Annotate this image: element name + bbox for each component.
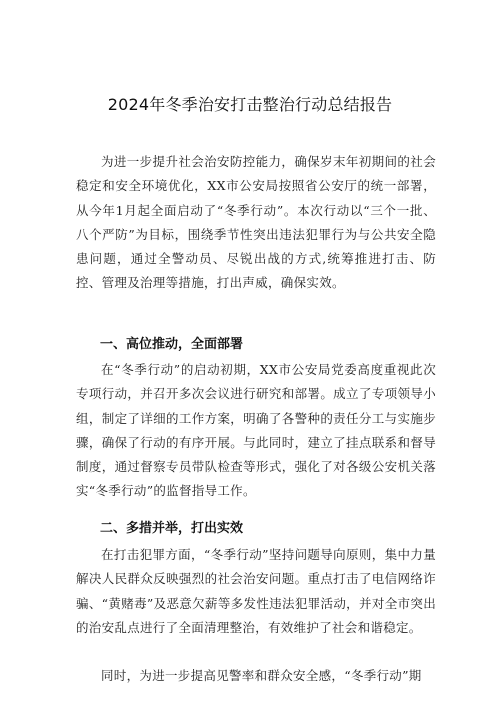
section-heading-2: 二、多措并举，打出实效 (100, 521, 244, 536)
section-2-continued-paragraph: 同时，为进一步提高见警率和群众安全感，“冬季行动”期 (101, 668, 422, 683)
section-2-paragraph: 在打击犯罪方面，“冬季行动”坚持问题导向原则，集中力量解决人民群众反映强烈的社会治安问题。重点打击了电信网络诈骗、“黄赌毒”及恶意欠薪等多发性违法犯罪活动，并对全市突出的治安乱点进行了全面清理整治，有效维护了社会和谐稳定。 (76, 547, 436, 635)
section-heading-1: 一、高位推动，全面部署 (100, 337, 244, 352)
document-title: 2024年冬季治安打击整治行动总结报告 (107, 95, 393, 114)
intro-paragraph: 为进一步提升社会治安防控能力，确保岁末年初期间的社会稳定和安全环境优化，XX市公安局按照省公安厅的统一部署，从今年1月起全面启动了“冬季行动”。本次行动以“三个一批、八个严防”为目标，围绕季节性突出违法犯罪行为与公共安全隐患问题，通过全警动员、尽锐出战的方式,统筹推进打击、防控、管理及治理等措施，打出声威，确保实效。 (76, 154, 436, 291)
section-1-paragraph: 在“冬季行动”的启动初期，XX市公安局党委高度重视此次专项行动，并召开多次会议进行研究和部署。成立了专项领导小组，制定了详细的工作方案，明确了各警种的责任分工与实施步骤，确保了行动的有序开展。与此同时，建立了挂点联系和督导制度，通过督察专员带队检查等形式，强化了对各级公安机关落实“冬季行动”的监督指导工作。 (76, 362, 436, 499)
